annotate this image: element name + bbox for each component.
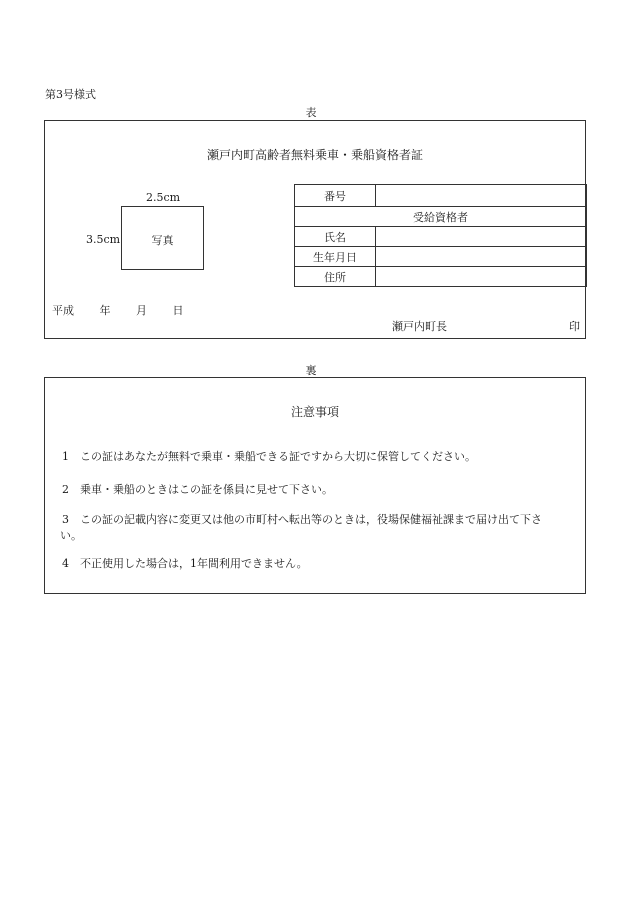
address-label: 住所: [295, 267, 376, 287]
name-label: 氏名: [295, 227, 376, 247]
note-number: 2: [62, 483, 69, 496]
note-text-continuation: い。: [60, 529, 82, 542]
note-item: [62, 482, 582, 497]
back-side-label: 裏: [305, 364, 317, 377]
note-text: この証はあなたが無料で乗車・乗船できる証ですから大切に保管してください。: [80, 450, 476, 463]
notes-title: 注意事項: [290, 405, 339, 419]
table-row: [295, 227, 587, 247]
note-text: 乗車・乗船のときはこの証を係員に見せて下さい。: [80, 483, 333, 496]
recipient-info-table: [294, 184, 587, 287]
table-row: [295, 207, 587, 227]
photo-label: 写真: [151, 234, 174, 247]
photo-height-label: 3.5cm: [86, 233, 121, 246]
note-text: 不正使用した場合は，1年間利用できません。: [80, 557, 308, 570]
number-label: 番号: [295, 185, 376, 207]
note-text: この証の記載内容に変更又は他の市町村へ転出等のときは，役場保健福祉課まで届け出て下さ: [80, 513, 542, 526]
note-item: [62, 556, 582, 571]
note-number: 4: [62, 557, 69, 570]
note-number: 1: [62, 450, 69, 463]
card-title: 瀬戸内町高齢者無料乗車・乗船資格者証: [206, 148, 423, 162]
note-item: [62, 512, 582, 527]
number-value-field: [376, 185, 587, 207]
issue-date-line: 平成 年 月 日: [52, 304, 184, 317]
form-number: 第3号様式: [45, 88, 96, 101]
address-value-field: [376, 267, 587, 287]
front-side-label: 表: [305, 106, 317, 119]
table-row: [295, 247, 587, 267]
recipient-label: 受給資格者: [295, 207, 587, 227]
table-row: [295, 185, 587, 207]
photo-width-label: 2.5cm: [146, 191, 181, 204]
birthdate-value-field: [376, 247, 587, 267]
note-item: [62, 449, 582, 464]
seal-label: 印: [569, 320, 580, 333]
mayor-label: 瀬戸内町長: [392, 320, 447, 333]
birthdate-label: 生年月日: [295, 247, 376, 267]
note-number: 3: [62, 513, 69, 526]
table-row: [295, 267, 587, 287]
name-value-field: [376, 227, 587, 247]
